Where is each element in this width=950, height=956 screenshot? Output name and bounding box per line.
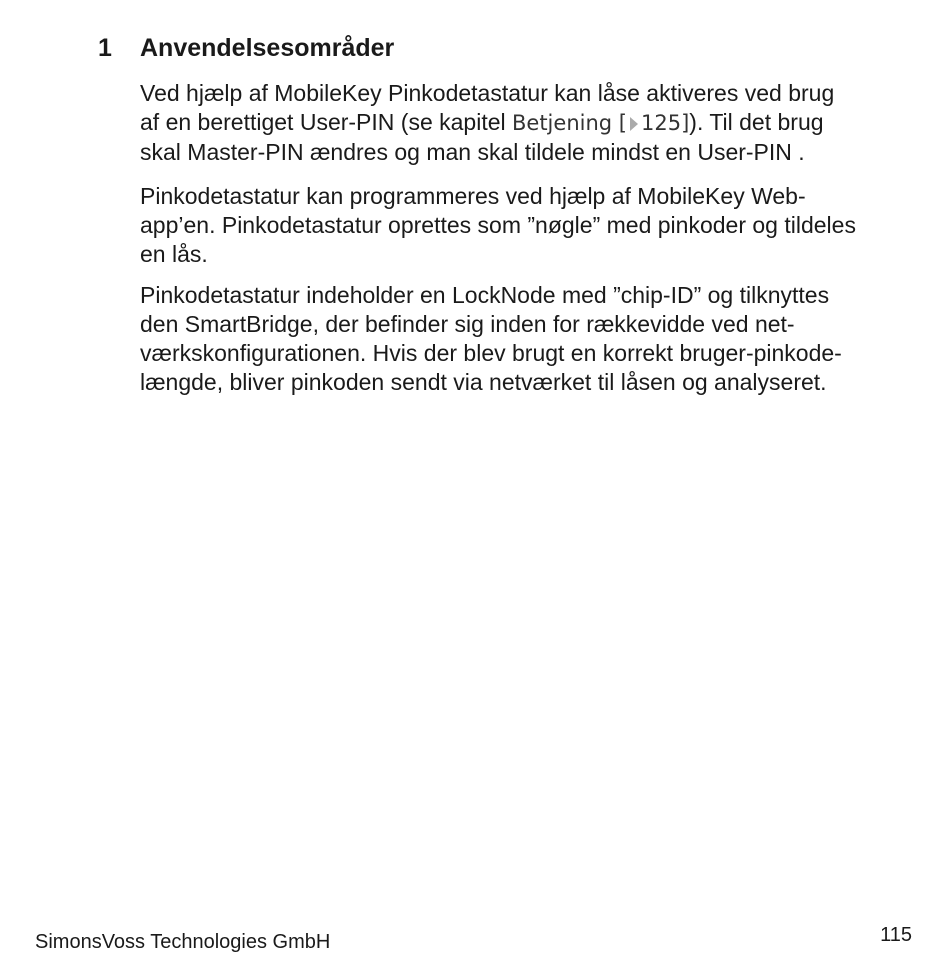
paragraph-1-line-3: skal Master-PIN ændres og man skal tildele mindst en User-PIN .	[140, 139, 805, 165]
chapter-cross-reference-link[interactable]	[512, 111, 689, 135]
xref-page-number: 125	[641, 111, 682, 135]
xref-close-bracket: ]	[681, 111, 690, 135]
paragraph-1-line-2-end: ). Til det brug	[689, 109, 824, 135]
section-number: 1	[98, 34, 112, 62]
paragraph-2-line-2: app’en. Pinkodetastatur oprettes som ”nøgle” med pinkoder og tildeles	[140, 212, 856, 238]
paragraph-3-line-3: værkskonfigurationen. Hvis der blev brugt en korrekt bruger-pinkode-	[140, 340, 842, 366]
paragraph-1-line-2	[140, 108, 920, 138]
section-title: Anvendelsesområder	[140, 34, 395, 62]
xref-open-bracket: [	[618, 111, 627, 135]
paragraph-1-line-1: Ved hjælp af MobileKey Pinkodetastatur kan låse aktiveres ved brug	[140, 80, 835, 106]
paragraph-2-line-3: en lås.	[140, 241, 208, 267]
paragraph-3	[140, 281, 920, 397]
paragraph-1	[140, 79, 920, 167]
footer-page-number: 115	[880, 924, 912, 946]
paragraph-2	[140, 182, 920, 269]
paragraph-3-line-1: Pinkodetastatur indeholder en LockNode med ”chip-ID” og tilknyttes	[140, 282, 830, 308]
footer-company-name: SimonsVoss Technologies GmbH	[35, 931, 331, 953]
triangle-right-icon	[630, 117, 638, 131]
section-heading	[98, 34, 394, 63]
xref-chapter-label: Betjening	[512, 111, 613, 135]
paragraph-2-line-1: Pinkodetastatur kan programmeres ved hjælp af MobileKey Web-	[140, 183, 806, 209]
paragraph-3-line-2: den SmartBridge, der befinder sig inden for rækkevidde ved net-	[140, 311, 795, 337]
paragraph-3-line-4: længde, bliver pinkoden sendt via netværket til låsen og analyseret.	[140, 369, 827, 395]
paragraph-1-line-2-start: af en berettiget User-PIN (se kapitel	[140, 109, 512, 135]
